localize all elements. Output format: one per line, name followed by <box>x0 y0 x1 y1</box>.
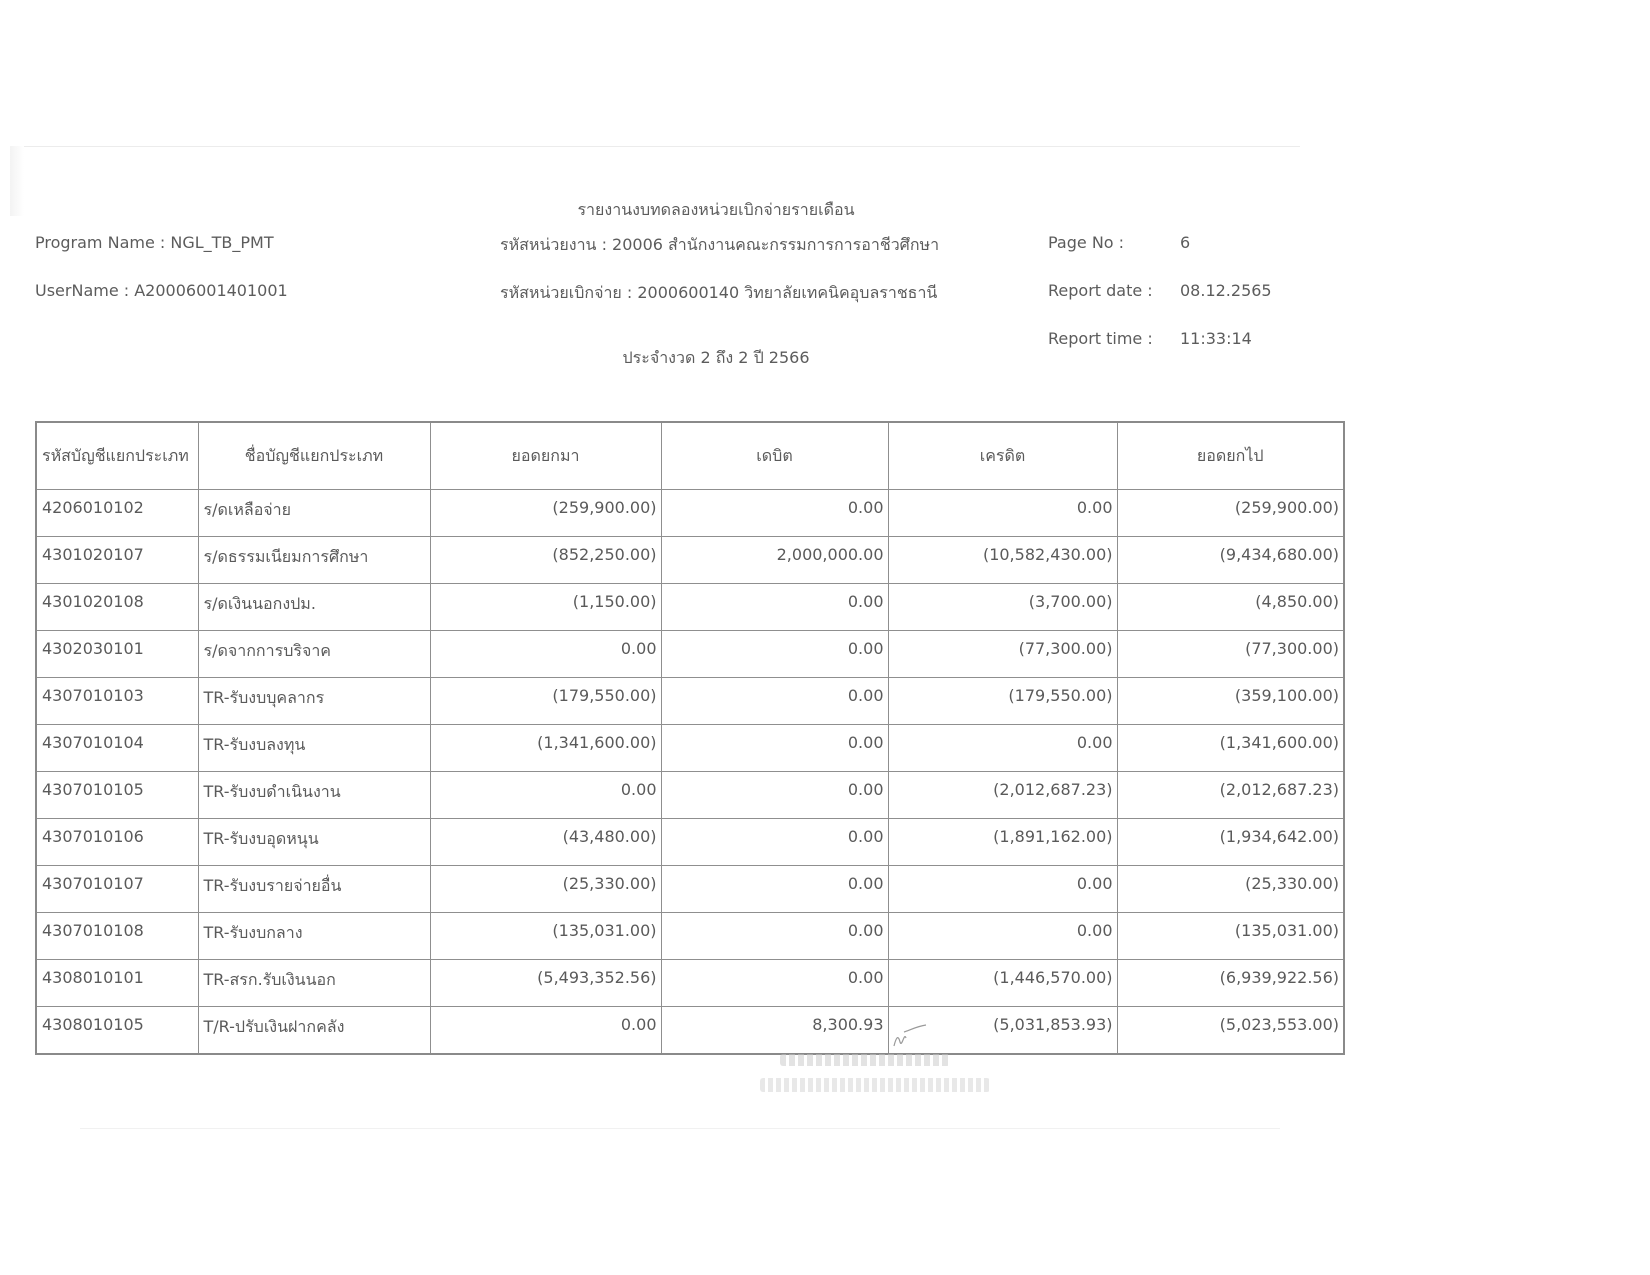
cell-debit: 0.00 <box>661 913 888 960</box>
table-header-row <box>36 422 1344 490</box>
paper-bottom-edge <box>80 1128 1280 1129</box>
header-account-code: รหัสบัญชีแยกประเภท <box>36 422 198 490</box>
cell-account-name: ร/ดเหลือจ่าย <box>198 490 430 537</box>
handwritten-initial-mark <box>890 1024 930 1050</box>
cell-opening-balance: (1,341,600.00) <box>430 725 661 772</box>
cell-credit: (77,300.00) <box>888 631 1117 678</box>
header-credit: เครดิต <box>888 422 1117 490</box>
cell-account-name: TR-สรก.รับเงินนอก <box>198 960 430 1007</box>
trial-balance-table <box>35 421 1345 1055</box>
cell-closing-balance: (1,341,600.00) <box>1117 725 1344 772</box>
header-opening-balance: ยอดยกมา <box>430 422 661 490</box>
cell-account-code: 4308010105 <box>36 1007 198 1054</box>
cell-account-code: 4308010101 <box>36 960 198 1007</box>
cell-debit: 0.00 <box>661 866 888 913</box>
table-row <box>36 725 1344 772</box>
paper-left-shadow <box>10 146 24 216</box>
cell-account-code: 4206010102 <box>36 490 198 537</box>
cell-credit: 0.00 <box>888 725 1117 772</box>
cell-debit: 0.00 <box>661 772 888 819</box>
cell-debit: 0.00 <box>661 725 888 772</box>
cell-account-name: T/R-ปรับเงินฝากคลัง <box>198 1007 430 1054</box>
cell-closing-balance: (2,012,687.23) <box>1117 772 1344 819</box>
cell-account-code: 4307010108 <box>36 913 198 960</box>
cell-closing-balance: (359,100.00) <box>1117 678 1344 725</box>
cell-closing-balance: (77,300.00) <box>1117 631 1344 678</box>
cell-account-code: 4307010107 <box>36 866 198 913</box>
cell-opening-balance: (1,150.00) <box>430 584 661 631</box>
cell-account-code: 4301020107 <box>36 537 198 584</box>
cell-account-name: TR-รับงบลงทุน <box>198 725 430 772</box>
cell-credit: (179,550.00) <box>888 678 1117 725</box>
table-row <box>36 819 1344 866</box>
cell-account-name: TR-รับงบอุดหนุน <box>198 819 430 866</box>
report-time-label: Report time : <box>1048 329 1153 348</box>
agency-code: รหัสหน่วยงาน : 20006 สำนักงานคณะกรรมการการอาชีวศึกษา <box>500 235 940 254</box>
paper-top-edge <box>10 146 1300 147</box>
cell-closing-balance: (6,939,922.56) <box>1117 960 1344 1007</box>
table-row <box>36 584 1344 631</box>
report-title: รายงานงบทดลองหน่วยเบิกจ่ายรายเดือน <box>577 200 855 219</box>
cell-opening-balance: 0.00 <box>430 1007 661 1054</box>
cell-credit: 0.00 <box>888 913 1117 960</box>
cell-account-name: TR-รับงบรายจ่ายอื่น <box>198 866 430 913</box>
cell-opening-balance: (43,480.00) <box>430 819 661 866</box>
table-row <box>36 960 1344 1007</box>
stamp-name-line <box>780 1054 950 1066</box>
cell-credit: 0.00 <box>888 490 1117 537</box>
report-date-label: Report date : <box>1048 281 1153 300</box>
cell-opening-balance: 0.00 <box>430 631 661 678</box>
cell-account-name: ร/ดเงินนอกงปม. <box>198 584 430 631</box>
cell-credit: 0.00 <box>888 866 1117 913</box>
cell-account-code: 4307010106 <box>36 819 198 866</box>
cell-account-code: 4302030101 <box>36 631 198 678</box>
cell-opening-balance: (25,330.00) <box>430 866 661 913</box>
cell-opening-balance: (179,550.00) <box>430 678 661 725</box>
table-row <box>36 490 1344 537</box>
cell-closing-balance: (25,330.00) <box>1117 866 1344 913</box>
cell-debit: 0.00 <box>661 584 888 631</box>
cell-opening-balance: 0.00 <box>430 772 661 819</box>
header-account-name: ชื่อบัญชีแยกประเภท <box>198 422 430 490</box>
cell-debit: 0.00 <box>661 819 888 866</box>
cell-debit: 0.00 <box>661 490 888 537</box>
cell-debit: 0.00 <box>661 678 888 725</box>
cell-credit: (1,891,162.00) <box>888 819 1117 866</box>
cell-account-name: TR-รับงบดำเนินงาน <box>198 772 430 819</box>
cell-opening-balance: (259,900.00) <box>430 490 661 537</box>
page-no: 6 <box>1180 233 1191 252</box>
cell-credit: (3,700.00) <box>888 584 1117 631</box>
cell-account-code: 4307010105 <box>36 772 198 819</box>
table-row <box>36 913 1344 960</box>
table-row <box>36 772 1344 819</box>
page-no-label: Page No : <box>1048 233 1125 252</box>
stamp-title-line <box>760 1078 990 1092</box>
cell-debit: 0.00 <box>661 631 888 678</box>
cell-credit: (10,582,430.00) <box>888 537 1117 584</box>
official-stamp <box>760 1054 1000 1100</box>
cell-closing-balance: (259,900.00) <box>1117 490 1344 537</box>
disbursing-unit-code: รหัสหน่วยเบิกจ่าย : 2000600140 วิทยาลัยเทคนิคอุบลราชธานี <box>500 283 938 302</box>
report-time: 11:33:14 <box>1180 329 1252 348</box>
cell-closing-balance: (4,850.00) <box>1117 584 1344 631</box>
cell-debit: 2,000,000.00 <box>661 537 888 584</box>
cell-closing-balance: (5,023,553.00) <box>1117 1007 1344 1054</box>
table-row <box>36 631 1344 678</box>
cell-closing-balance: (1,934,642.00) <box>1117 819 1344 866</box>
cell-debit: 8,300.93 <box>661 1007 888 1054</box>
table-row <box>36 866 1344 913</box>
cell-credit: (5,031,853.93) <box>888 1007 1117 1054</box>
cell-account-name: ร/ดธรรมเนียมการศึกษา <box>198 537 430 584</box>
header-debit: เดบิต <box>661 422 888 490</box>
header-closing-balance: ยอดยกไป <box>1117 422 1344 490</box>
table-row <box>36 678 1344 725</box>
cell-opening-balance: (5,493,352.56) <box>430 960 661 1007</box>
cell-account-name: TR-รับงบกลาง <box>198 913 430 960</box>
cell-closing-balance: (135,031.00) <box>1117 913 1344 960</box>
report-period: ประจำงวด 2 ถึง 2 ปี 2566 <box>622 348 810 367</box>
cell-account-name: TR-รับงบบุคลากร <box>198 678 430 725</box>
cell-account-code: 4307010103 <box>36 678 198 725</box>
cell-account-code: 4307010104 <box>36 725 198 772</box>
user-name: UserName : A20006001401001 <box>35 281 288 300</box>
cell-closing-balance: (9,434,680.00) <box>1117 537 1344 584</box>
cell-opening-balance: (135,031.00) <box>430 913 661 960</box>
cell-credit: (1,446,570.00) <box>888 960 1117 1007</box>
report-date: 08.12.2565 <box>1180 281 1272 300</box>
cell-account-code: 4301020108 <box>36 584 198 631</box>
table-row <box>36 537 1344 584</box>
program-name: Program Name : NGL_TB_PMT <box>35 233 274 252</box>
cell-account-name: ร/ดจากการบริจาค <box>198 631 430 678</box>
cell-credit: (2,012,687.23) <box>888 772 1117 819</box>
cell-debit: 0.00 <box>661 960 888 1007</box>
table-row <box>36 1007 1344 1054</box>
cell-opening-balance: (852,250.00) <box>430 537 661 584</box>
